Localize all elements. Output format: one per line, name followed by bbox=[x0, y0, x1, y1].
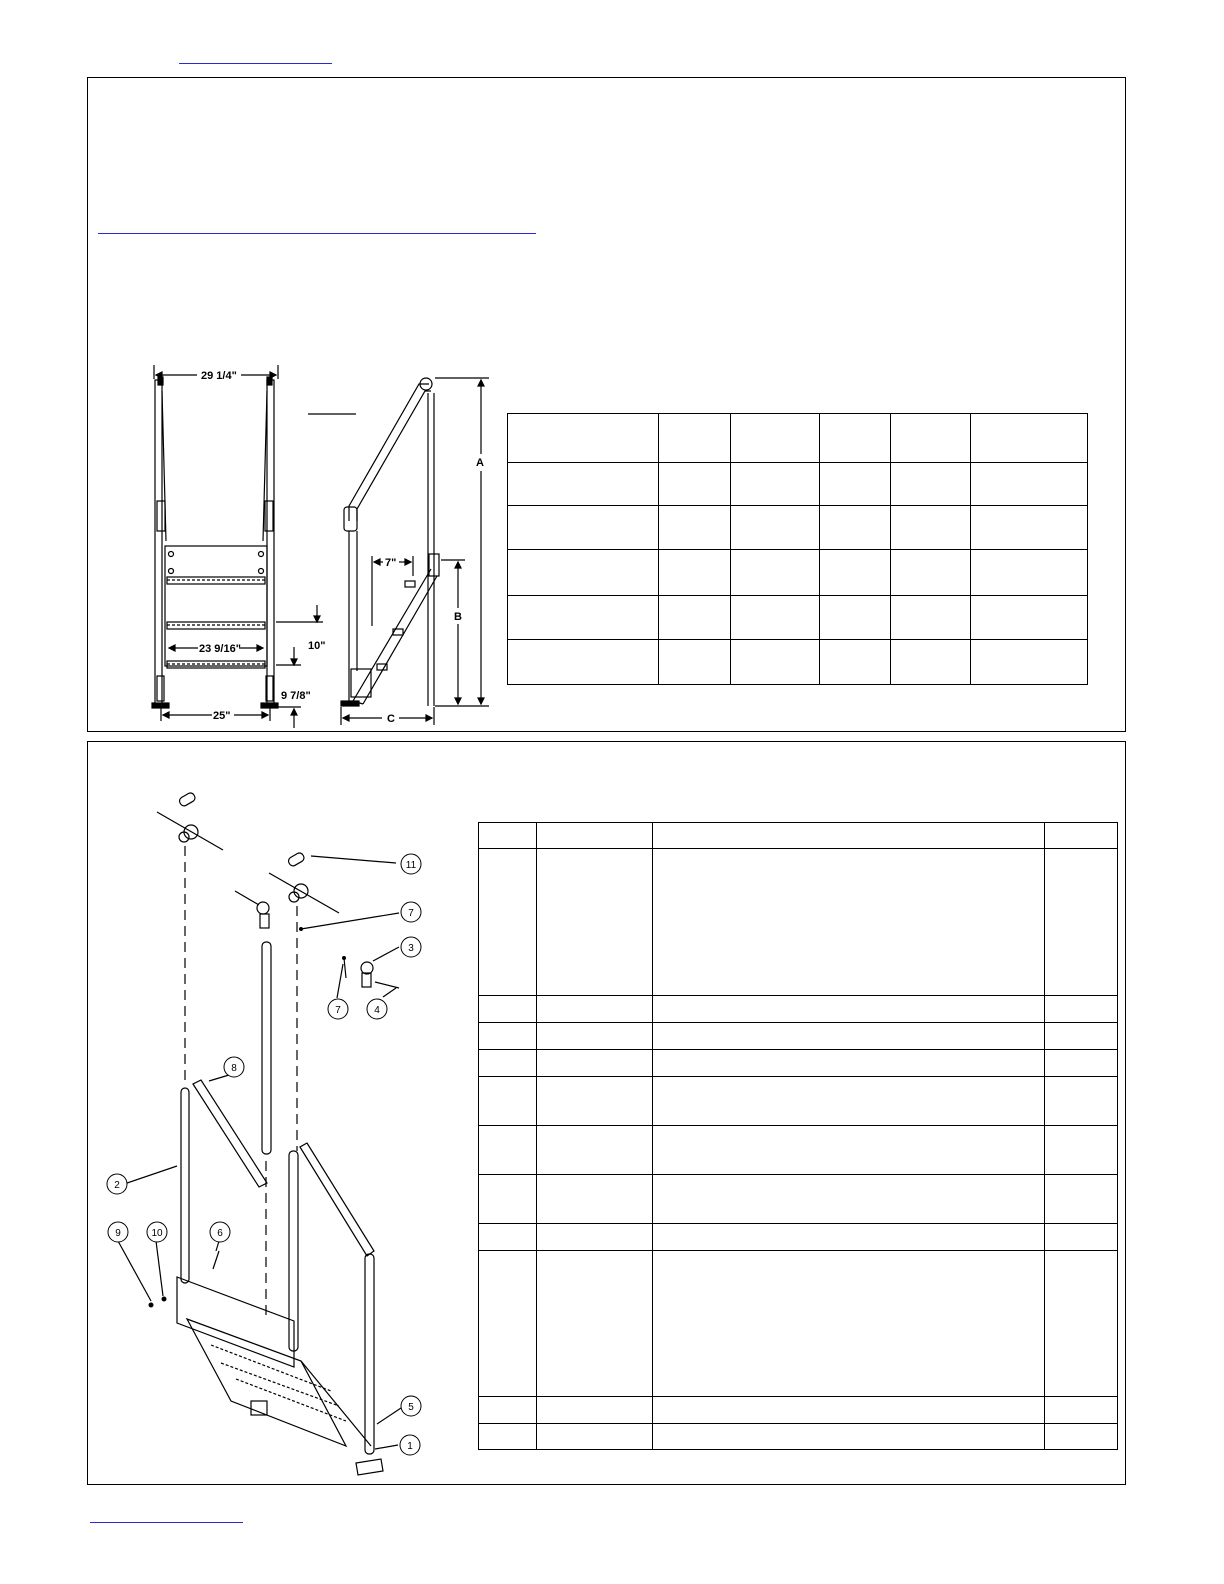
callout-7: 7 bbox=[408, 908, 414, 919]
table-row bbox=[479, 849, 1118, 996]
callout-6: 6 bbox=[217, 1228, 223, 1239]
bottom-step-label: 9 7/8" bbox=[281, 690, 311, 702]
table-row bbox=[479, 1077, 1118, 1126]
table-row bbox=[479, 1050, 1118, 1077]
table-row bbox=[479, 1224, 1118, 1251]
table-row bbox=[479, 1424, 1118, 1450]
callout-9: 8 bbox=[231, 1063, 237, 1074]
table-row bbox=[479, 1126, 1118, 1175]
stair-dimension-drawing bbox=[88, 78, 528, 733]
parts-panel bbox=[87, 741, 1126, 1485]
dimensions-table bbox=[507, 413, 1088, 685]
table-header-row bbox=[479, 823, 1118, 849]
dimensions-panel bbox=[87, 77, 1126, 732]
tread-depth-label: 7" bbox=[385, 557, 397, 569]
exploded-parts-drawing bbox=[88, 742, 468, 1486]
callout-7-lower: 7 bbox=[335, 1005, 341, 1016]
table-row bbox=[479, 1397, 1118, 1424]
callout-3: 3 bbox=[408, 943, 414, 954]
table-row bbox=[479, 996, 1118, 1023]
table-row bbox=[479, 1251, 1118, 1397]
callout-10: 9 bbox=[115, 1228, 121, 1239]
table-row bbox=[479, 1175, 1118, 1224]
parts-table bbox=[478, 822, 1118, 1450]
callout-8: 11 bbox=[405, 860, 417, 871]
dim-c-label: C bbox=[387, 713, 395, 725]
inner-width-label: 23 9/16" bbox=[199, 643, 241, 655]
table-header-row bbox=[508, 414, 1088, 463]
callout-11: 10 bbox=[151, 1228, 163, 1239]
callout-2: 2 bbox=[114, 1180, 120, 1191]
base-width-label: 25" bbox=[213, 710, 231, 722]
footer-link-underline[interactable] bbox=[90, 1522, 243, 1523]
dim-b-label: B bbox=[454, 611, 462, 623]
table-row bbox=[508, 550, 1088, 596]
table-row bbox=[508, 640, 1088, 685]
header-link-underline[interactable] bbox=[179, 63, 332, 64]
step-spacing-label: 10" bbox=[308, 640, 326, 652]
table-row bbox=[479, 1023, 1118, 1050]
table-row bbox=[508, 506, 1088, 550]
callout-4: 4 bbox=[374, 1005, 380, 1016]
callout-5: 5 bbox=[408, 1402, 414, 1413]
table-row bbox=[508, 463, 1088, 506]
top-width-label: 29 1/4" bbox=[201, 370, 237, 382]
table-row bbox=[508, 596, 1088, 640]
callout-1: 1 bbox=[407, 1441, 413, 1452]
dim-a-label: A bbox=[476, 457, 484, 469]
